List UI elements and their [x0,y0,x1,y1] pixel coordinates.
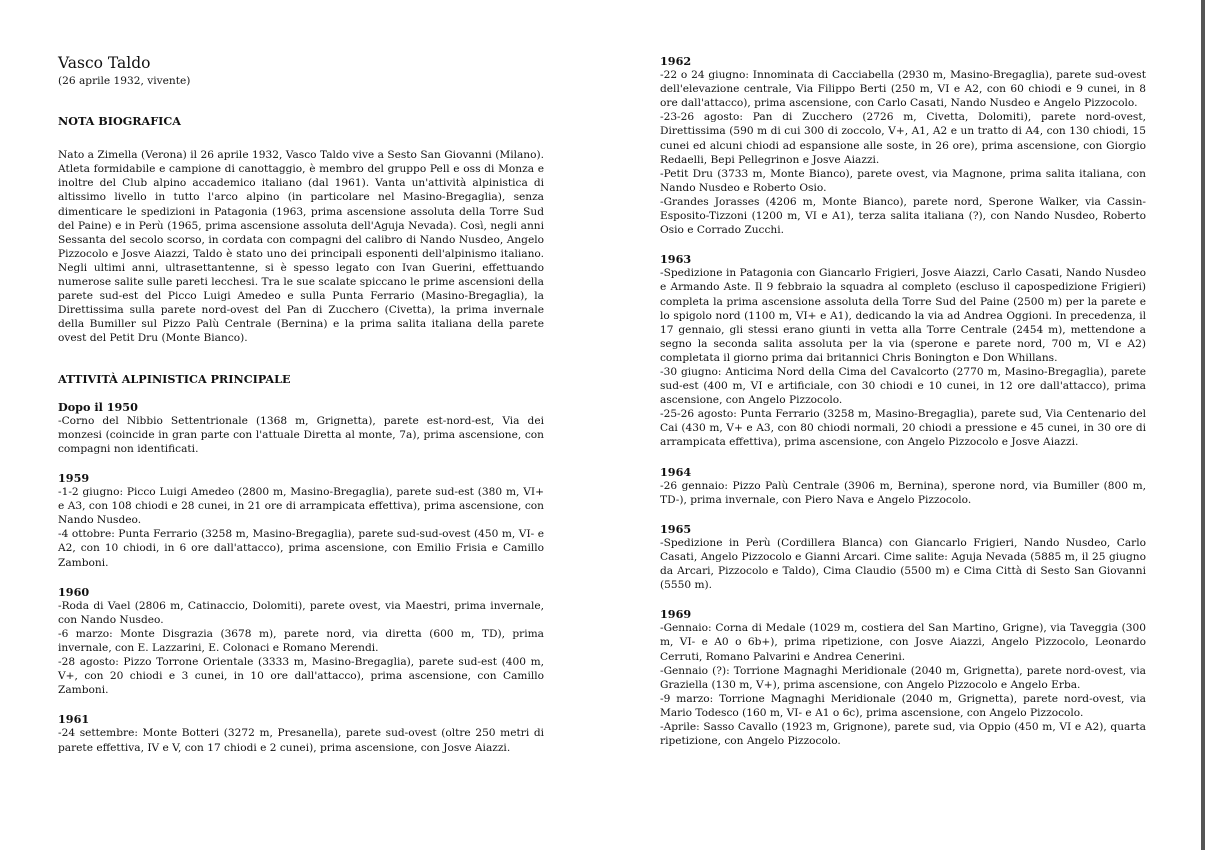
climb-entry: -22 o 24 giugno: Innominata di Cacciabella (2930 m, Masino-Bregaglia), parete sud-ovest dell'elevazione centrale, Via Filippo Berti (250 m, VI e A2, con 60 chiodi e 9 cunei, in 8 ore dall'attacco), prima ascensione, con Carlo Casati, Nando Nusdeo e Angelo Pizzocolo. [660,69,1146,110]
climb-entry: -Spedizione in Perù (Cordillera Blanca) con Giancarlo Frigieri, Nando Nusdeo, Carlo Casati, Angelo Pizzocolo e Gianni Arcari. Cime salite: Aguja Nevada (5885 m, il 25 giugno da Arcari, Pizzocolo e Taldo), Cima Claudio (5500 m) e Cima Città di Sesto San Giovanni (5550 m). [660,536,1146,592]
climb-entry: -Gennaio (?): Torrione Magnaghi Meridionale (2040 m, Grignetta), parete nord-ovest, via Graziella (130 m, V+), prima ascensione, con Angelo Pizzocolo e Angelo Erba. [660,664,1146,691]
climb-entry: -6 marzo: Monte Disgrazia (3678 m), parete nord, via diretta (600 m, TD), prima invernale, con E. Lazzarini, E. Colonaci e Romano Merendi. [58,627,544,654]
year-block [660,607,1146,748]
year-heading: 1959 [58,470,90,485]
year-block [58,400,544,456]
person-name: Vasco Taldo [58,54,151,72]
right-column [660,54,1146,763]
climb-entry: -Spedizione in Patagonia con Giancarlo Frigieri, Josve Aiazzi, Carlo Casati, Nando Nusdeo e Armando Aste. Il 9 febbraio la squadra al completo (escluso il capospedizione Frigieri) completa la prima ascensione assoluta della Torre Sud del Paine (2500 m) per la parete e lo spigolo nord (1100 m, VI+ e A1), dedicando la via ad Andrea Oggioni. In precedenza, il 17 gennaio, gli stessi erano giunti in vetta alla Torre Centrale (2454 m), mettendone a segno la seconda salita assoluta per la via (sperone e parete nord, 700 m, VI e A2) completata il giorno prima dai britannici Chris Bonington e Don Whillans. [660,267,1146,364]
year-heading: 1965 [660,521,692,536]
climb-entry: -Corno del Nibbio Settentrionale (1368 m, Grignetta), parete est-nord-est, Via dei monzesi (coincide in gran parte con l'attuale Diretta al monte, 7a), prima ascensione, con compagni non identificati. [58,414,544,455]
climb-entry: -24 settembre: Monte Botteri (3272 m, Presanella), parete sud-ovest (oltre 250 metri di parete effettiva, IV e V, con 17 chiodi e 2 cunei), prima ascensione, con Josve Aiazzi. [58,727,544,754]
left-year-list [58,400,544,755]
climb-entry: -25-26 agosto: Punta Ferrario (3258 m, Masino-Bregaglia), parete sud, Via Centenario del Cai (430 m, V+ e A3, con 80 chiodi normali, 20 chiodi a pressione e 45 cunei, in 30 ore di arrampicata effettiva), prima ascensione, con Angelo Pizzocolo e Josve Aiazzi. [660,408,1146,449]
year-block [660,252,1146,449]
climb-entry: -Petit Dru (3733 m, Monte Bianco), parete ovest, via Magnone, prima salita italiana, con Nando Nusdeo e Roberto Osio. [660,167,1146,194]
right-year-list [660,54,1146,748]
climb-entry: -Gennaio: Corna di Medale (1029 m, costiera del San Martino, Grigne), via Taveggia (300 m, VI- e A0 o 6b+), prima ripetizione, con Josve Aiazzi, Angelo Pizzocolo, Leonardo Cerruti, Romano Palvarini e Andrea Cenerini. [660,622,1146,663]
year-heading: 1969 [660,607,692,622]
activity-heading: ATTIVITÀ ALPINISTICA PRINCIPALE [58,371,291,386]
bio-text: Nato a Zimella (Verona) il 26 aprile 1932, Vasco Taldo vive a Sesto San Giovanni (Milano). Atleta formidabile e campione di canottaggio, è membro del gruppo Pell e oss di Monza e inoltre del Club alpino accademico italiano (dal 1961). Vanta un'attività alpinistica di altissimo livello in tutto l'arco alpino (in particolare nel Masino-Bregaglia), senza dimenticare le spedizioni in Patagonia (1963, prima ascensione assoluta della Torre Sud del Paine) e in Perù (1965, prima ascensione assoluta dell'Aguja Nevada). Così, negli anni Sessanta del secolo scorso, in cordata con compagni del calibro di Nando Nusdeo, Angelo Pizzocolo e Josve Aiazzi, Taldo è stato uno dei principali esponenti dell'alpinismo italiano. Negli ultimi anni, ultrasettantenne, si è spesso legato con Ivan Guerini, effettuando numerose salite sulle pareti lecchesi. Tra le sue scalate spiccano le prime ascensioni della parete sud-est del Picco Luigi Amedeo e sulla Punta Ferrario (Masino-Bregaglia), la Direttissima sulla parete nord-ovest del Pan di Zucchero (Civetta), la prima invernale della Bumiller sul Pizzo Palù Centrale (Bernina) e la prima salita italiana della parete ovest del Petit Dru (Monte Bianco). [58,149,544,345]
year-block [58,471,544,570]
climb-entry: -4 ottobre: Punta Ferrario (3258 m, Masino-Bregaglia), parete sud-sud-ovest (450 m, VI- e A2, con 10 chiodi, in 6 ore dall'attacco), prima ascensione, con Emilio Frisia e Camillo Zamboni. [58,528,544,569]
year-heading: 1961 [58,712,90,727]
year-block [58,585,544,698]
year-heading: Dopo il 1950 [58,399,138,414]
year-heading: 1963 [660,252,692,267]
climb-entry: -Roda di Vael (2806 m, Catinaccio, Dolomiti), parete ovest, via Maestri, prima invernale, con Nando Nusdeo. [58,599,544,626]
climb-entry: -28 agosto: Pizzo Torrone Orientale (3333 m, Masino-Bregaglia), parete sud-est (400 m, V+, con 20 chiodi e 3 cunei, in 10 ore dall'attacco), prima ascensione, con Camillo Zamboni. [58,656,544,697]
left-column [58,54,544,770]
climb-entry: -26 gennaio: Pizzo Palù Centrale (3906 m, Bernina), sperone nord, via Bumiller (800 m, TD-), prima invernale, con Piero Nava e Angelo Pizzocolo. [660,479,1146,506]
person-dates: (26 aprile 1932, vivente) [58,75,191,87]
climb-entry: -30 giugno: Anticima Nord della Cima del Cavalcorto (2770 m, Masino-Bregaglia), parete sud-est (400 m, VI e artificiale, con 30 chiodi e 10 cunei, in 12 ore dall'attacco), prima ascensione, con Angelo Pizzocolo. [660,365,1146,407]
climb-entry: -23-26 agosto: Pan di Zucchero (2726 m, Civetta, Dolomiti), parete nord-ovest, Direttissima (590 m di cui 300 di zoccolo, V+, A1, A2 e un tratto di A4, con 130 chiodi, 15 cunei ed alcuni chiodi ad espansione alle soste, in 26 ore), prima ascensione, con Giorgio Redaelli, Bepi Pellegrinon e Josve Aiazzi. [660,111,1146,166]
year-block [58,712,544,754]
year-block [660,522,1146,592]
climb-entry: -9 marzo: Torrione Magnaghi Meridionale (2040 m, Grignetta), parete nord-ovest, via Mario Todesco (160 m, VI- e A1 o 6c), prima ascensione, con Angelo Pizzocolo. [660,692,1146,719]
year-heading: 1964 [660,464,692,479]
year-block [660,54,1146,237]
year-heading: 1960 [58,584,90,599]
year-heading: 1962 [660,54,692,68]
climb-entry: -1-2 giugno: Picco Luigi Amedeo (2800 m, Masino-Bregaglia), parete sud-est (380 m, VI+ e A3, con 108 chiodi e 28 cunei, in 21 ore di arrampicata effettiva), prima ascensione, con Nando Nusdeo. [58,486,544,527]
climb-entry: -Aprile: Sasso Cavallo (1923 m, Grignone), parete sud, via Oppio (450 m, VI e A2), quarta ripetizione, con Angelo Pizzocolo. [660,721,1146,748]
page-edge-rule [1201,0,1205,850]
year-block [660,465,1146,507]
climb-entry: -Grandes Jorasses (4206 m, Monte Bianco), parete nord, Sperone Walker, via Cassin-Esposito-Tizzoni (1200 m, VI e A1), terza salita italiana (?), con Nando Nusdeo, Roberto Osio e Corrado Zucchi. [660,195,1146,237]
bio-heading: NOTA BIOGRAFICA [58,114,181,129]
